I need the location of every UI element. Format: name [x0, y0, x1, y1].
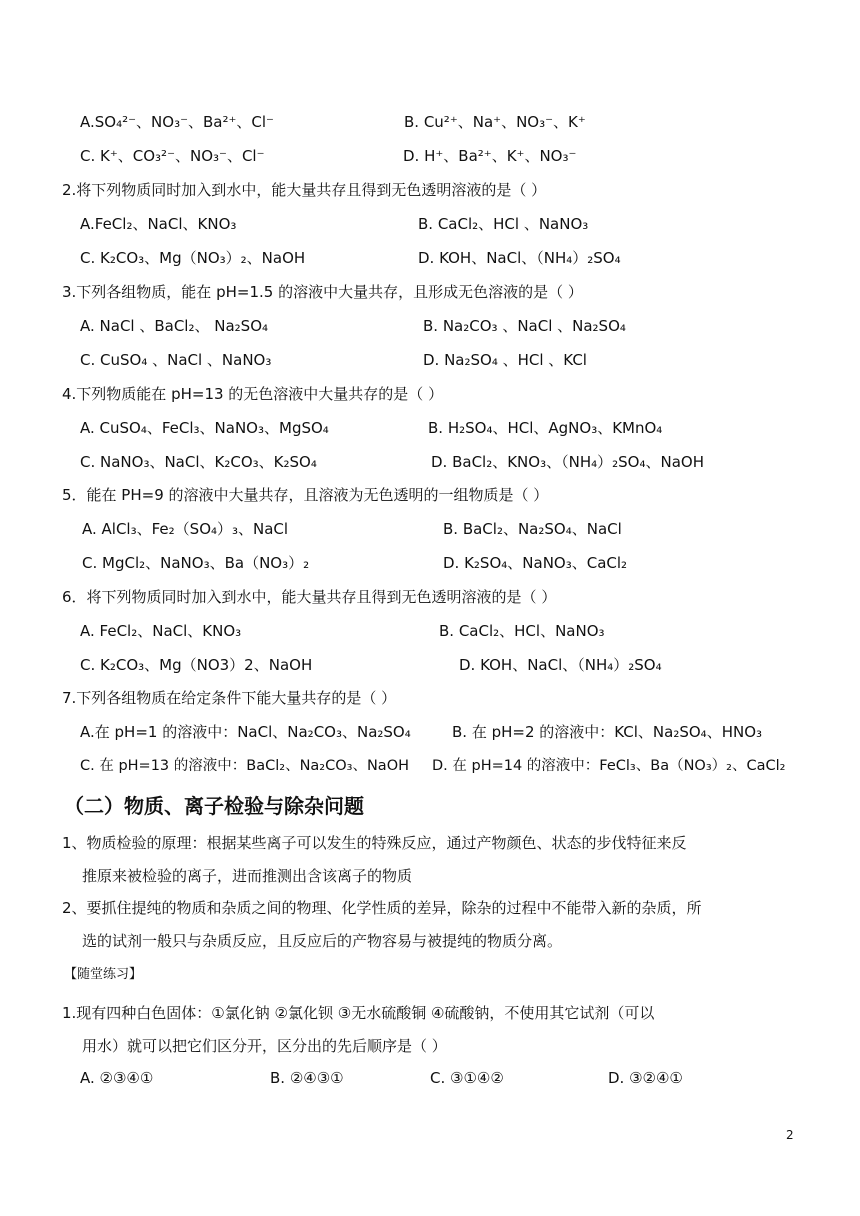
practice-label: 【随堂练习】	[64, 967, 143, 982]
page-number: 2	[786, 1128, 794, 1142]
practice-q1-line-1: 1.现有四种白色固体：①氯化钠 ②氯化钡 ③无水硫酸铜 ④硫酸钠，不使用其它试剂（可以	[62, 1004, 655, 1022]
paragraph-2-line-1: 2、要抓住提纯的物质和杂质之间的物理、化学性质的差异，除杂的过程中不能带入新的杂质，所	[62, 899, 702, 917]
practice-question-1	[62, 997, 802, 1063]
practice-q1-line-2: 用水）就可以把它们区分开，区分出的先后顺序是（ ）	[82, 1037, 447, 1055]
section-paragraph-2	[62, 892, 802, 958]
q3-option-a: A. NaCl 、BaCl₂、 Na₂SO₄	[80, 317, 269, 335]
q1-option-b: B. Cu²⁺、Na⁺、NO₃⁻、K⁺	[404, 113, 586, 131]
q2-option-b: B. CaCl₂、HCl 、NaNO₃	[418, 215, 589, 233]
practice-option-b: B. ②④③①	[270, 1069, 344, 1087]
q1-option-d: D. H⁺、Ba²⁺、K⁺、NO₃⁻	[403, 147, 577, 165]
q4-stem: 4.下列物质能在 pH=13 的无色溶液中大量共存的是（ ）	[62, 385, 444, 403]
q6-option-a: A. FeCl₂、NaCl、KNO₃	[80, 622, 242, 640]
q5-option-d: D. K₂SO₄、NaNO₃、CaCl₂	[443, 554, 628, 572]
practice-option-d: D. ③②④①	[608, 1069, 683, 1087]
q3-option-c: C. CuSO₄ 、NaCl 、NaNO₃	[80, 351, 272, 369]
section-paragraph-1	[62, 827, 802, 893]
q7-option-a: A.在 pH=1 的溶液中：NaCl、Na₂CO₃、Na₂SO₄	[80, 723, 411, 741]
paragraph-1-line-2: 推原来被检验的离子，进而推测出含该离子的物质	[82, 867, 413, 885]
q4-option-c: C. NaNO₃、NaCl、K₂CO₃、K₂SO₄	[80, 453, 317, 471]
paragraph-1-line-1: 1、物质检验的原理：根据某些离子可以发生的特殊反应，通过产物颜色、状态的步伐特征来反	[62, 834, 687, 852]
q7-option-d: D. 在 pH=14 的溶液中：FeCl₃、Ba（NO₃）₂、CaCl₂	[432, 758, 786, 774]
q5-option-a: A. AlCl₃、Fe₂（SO₄）₃、NaCl	[82, 520, 289, 538]
q7-option-b: B. 在 pH=2 的溶液中：KCl、Na₂SO₄、HNO₃	[452, 723, 763, 741]
paragraph-2-line-2: 选的试剂一般只与杂质反应，且反应后的产物容易与被提纯的物质分离。	[82, 932, 563, 950]
q2-option-c: C. K₂CO₃、Mg（NO₃）₂、NaOH	[80, 249, 306, 267]
q5-option-b: B. BaCl₂、Na₂SO₄、NaCl	[443, 520, 622, 538]
q6-stem: 6．将下列物质同时加入到水中，能大量共存且得到无色透明溶液的是（ ）	[62, 588, 557, 606]
q1-option-c: C. K⁺、CO₃²⁻、NO₃⁻、Cl⁻	[80, 147, 265, 165]
q2-option-d: D. KOH、NaCl、（NH₄）₂SO₄	[418, 249, 621, 267]
practice-option-a: A. ②③④①	[80, 1069, 154, 1087]
q4-option-b: B. H₂SO₄、HCl、AgNO₃、KMnO₄	[428, 419, 663, 437]
q2-option-a: A.FeCl₂、NaCl、KNO₃	[80, 215, 237, 233]
q3-option-d: D. Na₂SO₄ 、HCl 、KCl	[423, 351, 587, 369]
q6-option-b: B. CaCl₂、HCl、NaNO₃	[439, 622, 605, 640]
q4-option-d: D. BaCl₂、KNO₃、（NH₄）₂SO₄、NaOH	[431, 453, 704, 471]
q1-option-a: A.SO₄²⁻、NO₃⁻、Ba²⁺、Cl⁻	[80, 113, 274, 131]
practice-option-c: C. ③①④②	[430, 1069, 504, 1087]
q5-option-c: C. MgCl₂、NaNO₃、Ba（NO₃）₂	[82, 554, 310, 572]
section-title: （二）物质、离子检验与除杂问题	[64, 794, 364, 818]
q3-stem: 3.下列各组物质，能在 pH=1.5 的溶液中大量共存，且形成无色溶液的是（ ）	[62, 283, 583, 301]
q6-option-c: C. K₂CO₃、Mg（NO3）2、NaOH	[80, 656, 313, 674]
q5-stem: 5．能在 PH=9 的溶液中大量共存，且溶液为无色透明的一组物质是（ ）	[62, 486, 549, 504]
q7-option-c: C. 在 pH=13 的溶液中：BaCl₂、Na₂CO₃、NaOH	[80, 758, 410, 774]
q4-option-a: A. CuSO₄、FeCl₃、NaNO₃、MgSO₄	[80, 419, 329, 437]
q3-option-b: B. Na₂CO₃ 、NaCl 、Na₂SO₄	[423, 317, 626, 335]
q2-stem: 2.将下列物质同时加入到水中，能大量共存且得到无色透明溶液的是（ ）	[62, 181, 547, 199]
q6-option-d: D. KOH、NaCl、（NH₄）₂SO₄	[459, 656, 662, 674]
q7-stem: 7.下列各组物质在给定条件下能大量共存的是（ ）	[62, 689, 397, 707]
